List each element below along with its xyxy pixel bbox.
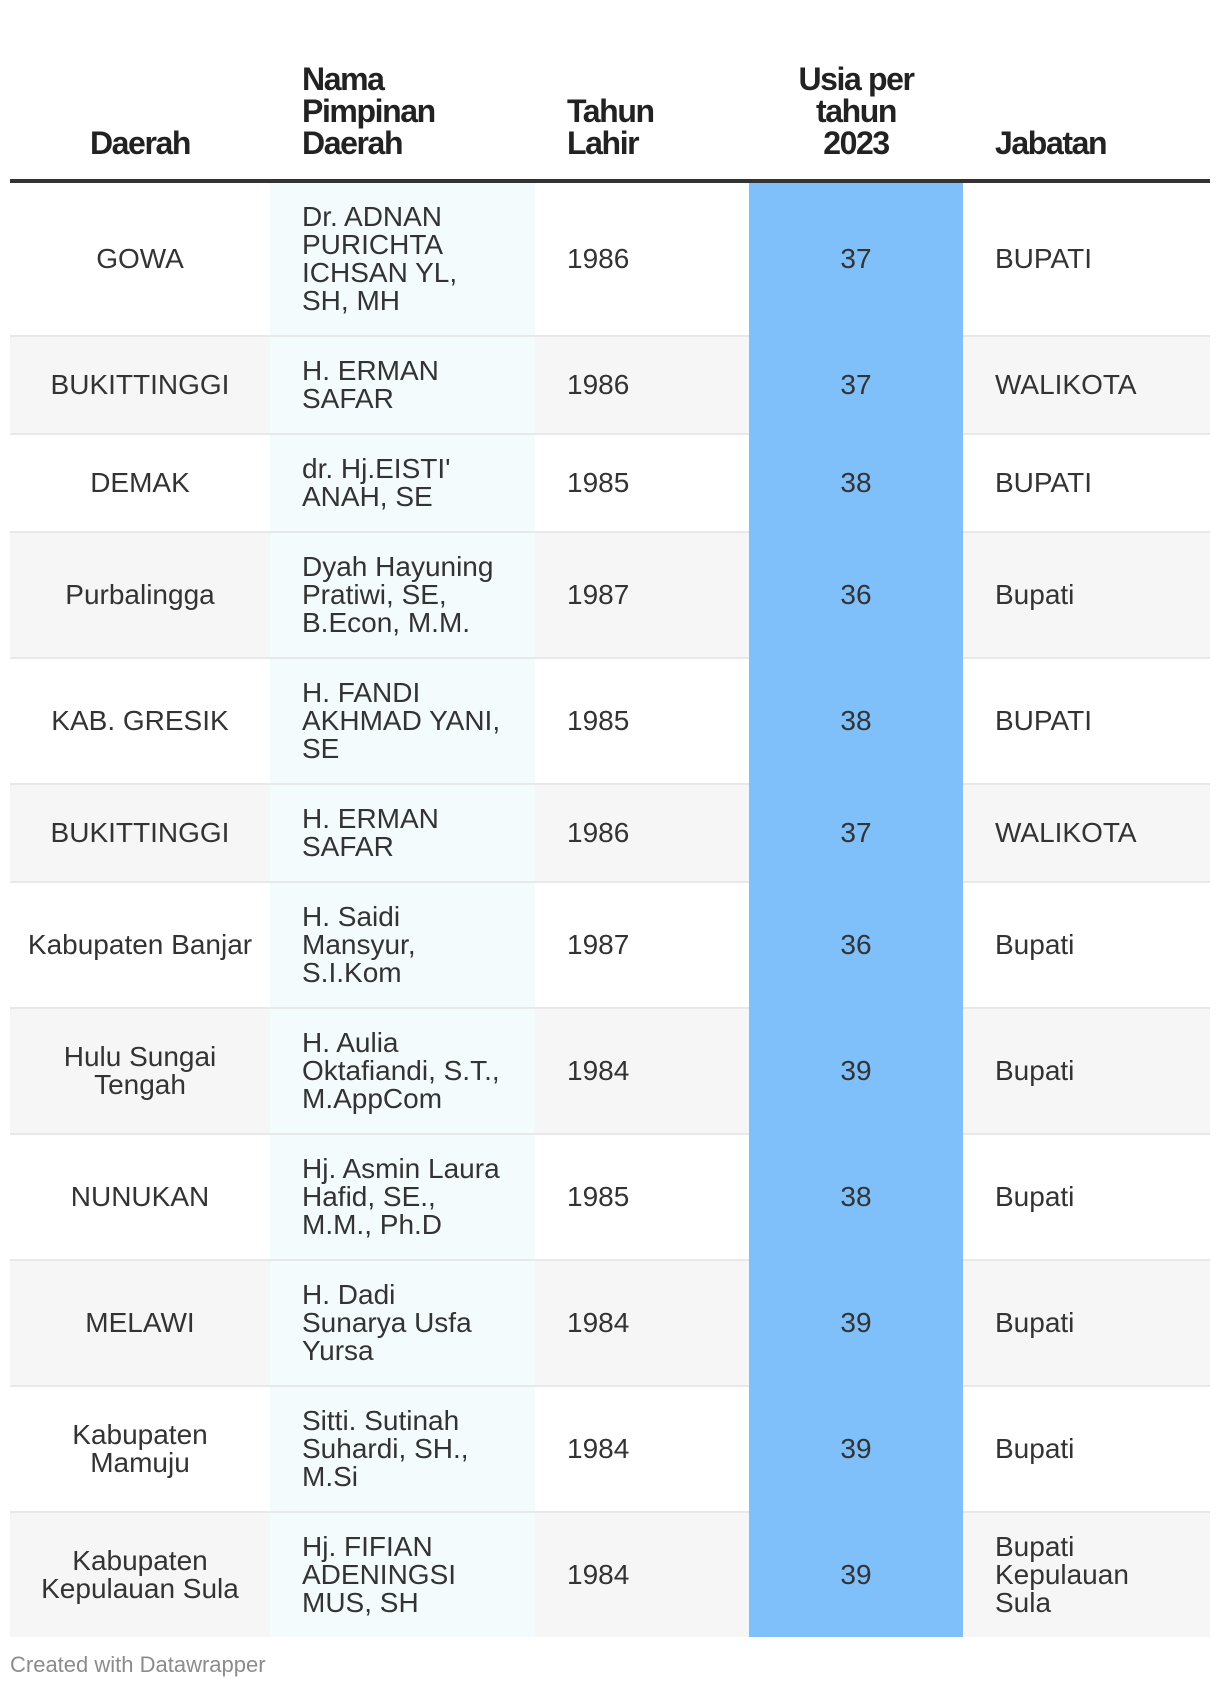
cell-nama-line: SAFAR bbox=[302, 831, 394, 862]
cell-nama-line: M.M., Ph.D bbox=[302, 1209, 443, 1240]
cell-usia: 38 bbox=[749, 434, 963, 532]
leaders-table bbox=[10, 0, 1210, 1637]
header-nama-line: Pimpinan bbox=[302, 93, 435, 129]
cell-nama-line: Dyah Hayuning bbox=[302, 551, 494, 582]
cell-nama-line: MUS, SH bbox=[302, 1587, 419, 1618]
cell-nama bbox=[270, 784, 535, 882]
cell-daerah-line: NUNUKAN bbox=[70, 1181, 210, 1212]
table-row bbox=[10, 1134, 1210, 1260]
cell-nama bbox=[270, 658, 535, 784]
cell-nama bbox=[270, 882, 535, 1008]
cell-jabatan-line: Bupati bbox=[995, 1433, 1075, 1464]
cell-nama-line: dr. Hj.EISTI' bbox=[302, 453, 451, 484]
cell-daerah-line: BUKITTINGGI bbox=[50, 369, 230, 400]
cell-tahun-lahir: 1986 bbox=[535, 181, 749, 336]
cell-tahun-lahir: 1987 bbox=[535, 882, 749, 1008]
cell-tahun-lahir: 1985 bbox=[535, 658, 749, 784]
cell-daerah bbox=[10, 532, 270, 658]
cell-daerah bbox=[10, 1512, 270, 1637]
cell-daerah-line: Purbalingga bbox=[65, 579, 215, 610]
cell-daerah bbox=[10, 181, 270, 336]
table-row bbox=[10, 336, 1210, 434]
cell-daerah-line: DEMAK bbox=[90, 467, 190, 498]
cell-nama-line: ICHSAN YL, bbox=[302, 257, 458, 288]
cell-daerah bbox=[10, 882, 270, 1008]
cell-jabatan bbox=[963, 336, 1210, 434]
cell-jabatan bbox=[963, 882, 1210, 1008]
cell-nama-line: AKHMAD YANI, bbox=[302, 705, 501, 736]
cell-jabatan bbox=[963, 658, 1210, 784]
cell-nama-line: PURICHTA bbox=[302, 229, 444, 260]
cell-daerah-line: BUKITTINGGI bbox=[50, 817, 230, 848]
cell-jabatan-line: Bupati bbox=[995, 929, 1075, 960]
cell-nama bbox=[270, 1134, 535, 1260]
cell-daerah bbox=[10, 336, 270, 434]
header-tahun-line: Tahun bbox=[567, 93, 654, 129]
cell-jabatan-line: BUPATI bbox=[995, 243, 1092, 274]
cell-nama bbox=[270, 181, 535, 336]
cell-nama-line: SH, MH bbox=[302, 285, 400, 316]
header-usia-line: tahun bbox=[815, 93, 897, 129]
table-row bbox=[10, 1260, 1210, 1386]
cell-usia: 37 bbox=[749, 784, 963, 882]
cell-nama-line: Sunarya Usfa bbox=[302, 1307, 472, 1338]
cell-nama-line: Sitti. Sutinah bbox=[302, 1405, 460, 1436]
cell-jabatan-line: Sula bbox=[995, 1587, 1052, 1618]
table-row bbox=[10, 434, 1210, 532]
cell-jabatan-line: Bupati bbox=[995, 1307, 1075, 1338]
table-header bbox=[10, 0, 1210, 181]
cell-usia: 37 bbox=[749, 181, 963, 336]
header-jabatan[interactable] bbox=[963, 0, 1210, 181]
header-jabatan-label: Jabatan bbox=[995, 125, 1107, 161]
cell-daerah-line: Kabupaten Banjar bbox=[27, 929, 253, 960]
cell-nama-line: H. ERMAN bbox=[302, 803, 439, 834]
cell-usia: 36 bbox=[749, 532, 963, 658]
cell-nama-line: M.AppCom bbox=[302, 1083, 443, 1114]
table-row bbox=[10, 784, 1210, 882]
cell-daerah bbox=[10, 1386, 270, 1512]
cell-nama-line: ANAH, SE bbox=[302, 481, 433, 512]
cell-usia: 36 bbox=[749, 882, 963, 1008]
cell-tahun-lahir: 1985 bbox=[535, 434, 749, 532]
cell-daerah-line: Kabupaten bbox=[72, 1545, 208, 1576]
cell-tahun-lahir: 1987 bbox=[535, 532, 749, 658]
cell-jabatan bbox=[963, 1512, 1210, 1637]
cell-nama bbox=[270, 1260, 535, 1386]
cell-daerah-line: Mamuju bbox=[90, 1447, 190, 1478]
datawrapper-table-container bbox=[10, 0, 1210, 1637]
header-daerah[interactable] bbox=[10, 0, 270, 181]
table-row bbox=[10, 1386, 1210, 1512]
header-usia[interactable] bbox=[749, 0, 963, 181]
cell-nama bbox=[270, 1008, 535, 1134]
cell-daerah bbox=[10, 1260, 270, 1386]
cell-tahun-lahir: 1984 bbox=[535, 1512, 749, 1637]
table-row bbox=[10, 181, 1210, 336]
cell-nama-line: H. ERMAN bbox=[302, 355, 439, 386]
header-nama-line: Daerah bbox=[302, 125, 403, 161]
cell-jabatan-line: BUPATI bbox=[995, 705, 1092, 736]
cell-nama-line: Suhardi, SH., bbox=[302, 1433, 469, 1464]
cell-jabatan bbox=[963, 784, 1210, 882]
datawrapper-credit[interactable]: Created with Datawrapper bbox=[10, 1652, 266, 1677]
cell-usia: 38 bbox=[749, 658, 963, 784]
cell-jabatan-line: Bupati bbox=[995, 1531, 1075, 1562]
header-tahun-line: Lahir bbox=[567, 125, 639, 161]
cell-daerah-line: KAB. GRESIK bbox=[51, 705, 229, 736]
cell-nama bbox=[270, 1386, 535, 1512]
cell-daerah bbox=[10, 784, 270, 882]
cell-nama-line: Oktafiandi, S.T., bbox=[302, 1055, 500, 1086]
cell-tahun-lahir: 1984 bbox=[535, 1008, 749, 1134]
cell-daerah-line: Kepulauan Sula bbox=[41, 1573, 239, 1604]
cell-daerah-line: Kabupaten bbox=[72, 1419, 208, 1450]
cell-jabatan-line: WALIKOTA bbox=[995, 817, 1137, 848]
cell-nama-line: Hj. Asmin Laura bbox=[302, 1153, 500, 1184]
cell-jabatan-line: WALIKOTA bbox=[995, 369, 1137, 400]
header-daerah-label: Daerah bbox=[89, 125, 191, 161]
cell-nama bbox=[270, 1512, 535, 1637]
cell-nama-line: Hafid, SE., bbox=[302, 1181, 436, 1212]
cell-daerah-line: MELAWI bbox=[85, 1307, 195, 1338]
cell-jabatan bbox=[963, 1386, 1210, 1512]
cell-daerah-line: Hulu Sungai bbox=[63, 1041, 217, 1072]
cell-nama-line: ADENINGSI bbox=[302, 1559, 457, 1590]
cell-jabatan bbox=[963, 1260, 1210, 1386]
cell-nama bbox=[270, 336, 535, 434]
cell-jabatan-line: BUPATI bbox=[995, 467, 1092, 498]
cell-usia: 39 bbox=[749, 1008, 963, 1134]
cell-nama-line: SAFAR bbox=[302, 383, 394, 414]
cell-jabatan-line: Bupati bbox=[995, 1181, 1075, 1212]
cell-nama-line: S.I.Kom bbox=[302, 957, 402, 988]
table-row bbox=[10, 882, 1210, 1008]
header-usia-line: Usia per bbox=[798, 61, 914, 97]
cell-nama-line: Pratiwi, SE, bbox=[302, 579, 447, 610]
cell-nama-line: Yursa bbox=[302, 1335, 374, 1366]
cell-usia: 39 bbox=[749, 1386, 963, 1512]
cell-nama-line: B.Econ, M.M. bbox=[302, 607, 471, 638]
cell-daerah-line: Tengah bbox=[94, 1069, 186, 1100]
cell-jabatan-line: Bupati bbox=[995, 1055, 1075, 1086]
cell-tahun-lahir: 1984 bbox=[535, 1386, 749, 1512]
cell-nama bbox=[270, 532, 535, 658]
table-row bbox=[10, 1512, 1210, 1637]
table-row bbox=[10, 532, 1210, 658]
cell-daerah-line: GOWA bbox=[96, 243, 184, 274]
cell-nama-line: Hj. FIFIAN bbox=[302, 1531, 433, 1562]
cell-nama-line: SE bbox=[302, 733, 340, 764]
cell-nama-line: Mansyur, bbox=[302, 929, 416, 960]
cell-jabatan bbox=[963, 532, 1210, 658]
header-tahun-lahir[interactable] bbox=[535, 0, 749, 181]
cell-nama-line: H. FANDI bbox=[302, 677, 421, 708]
cell-nama bbox=[270, 434, 535, 532]
cell-jabatan bbox=[963, 434, 1210, 532]
cell-nama-line: Dr. ADNAN bbox=[302, 201, 443, 232]
cell-jabatan bbox=[963, 1008, 1210, 1134]
cell-tahun-lahir: 1986 bbox=[535, 784, 749, 882]
cell-daerah bbox=[10, 1008, 270, 1134]
table-row bbox=[10, 658, 1210, 784]
cell-jabatan-line: Bupati bbox=[995, 579, 1075, 610]
cell-usia: 37 bbox=[749, 336, 963, 434]
cell-jabatan-line: Kepulauan bbox=[995, 1559, 1129, 1590]
cell-daerah bbox=[10, 434, 270, 532]
header-row bbox=[10, 0, 1210, 181]
cell-usia: 39 bbox=[749, 1512, 963, 1637]
cell-nama-line: M.Si bbox=[302, 1461, 358, 1492]
cell-usia: 38 bbox=[749, 1134, 963, 1260]
cell-nama-line: H. Dadi bbox=[302, 1279, 396, 1310]
cell-jabatan bbox=[963, 181, 1210, 336]
table-row bbox=[10, 1008, 1210, 1134]
cell-nama-line: H. Saidi bbox=[302, 901, 401, 932]
header-nama[interactable] bbox=[270, 0, 535, 181]
cell-daerah bbox=[10, 658, 270, 784]
header-nama-line: Nama bbox=[302, 61, 384, 97]
cell-tahun-lahir: 1984 bbox=[535, 1260, 749, 1386]
table-body bbox=[10, 181, 1210, 1637]
cell-jabatan bbox=[963, 1134, 1210, 1260]
cell-nama-line: H. Aulia bbox=[302, 1027, 399, 1058]
cell-daerah bbox=[10, 1134, 270, 1260]
cell-usia: 39 bbox=[749, 1260, 963, 1386]
cell-tahun-lahir: 1986 bbox=[535, 336, 749, 434]
header-usia-line: 2023 bbox=[823, 125, 889, 161]
cell-tahun-lahir: 1985 bbox=[535, 1134, 749, 1260]
